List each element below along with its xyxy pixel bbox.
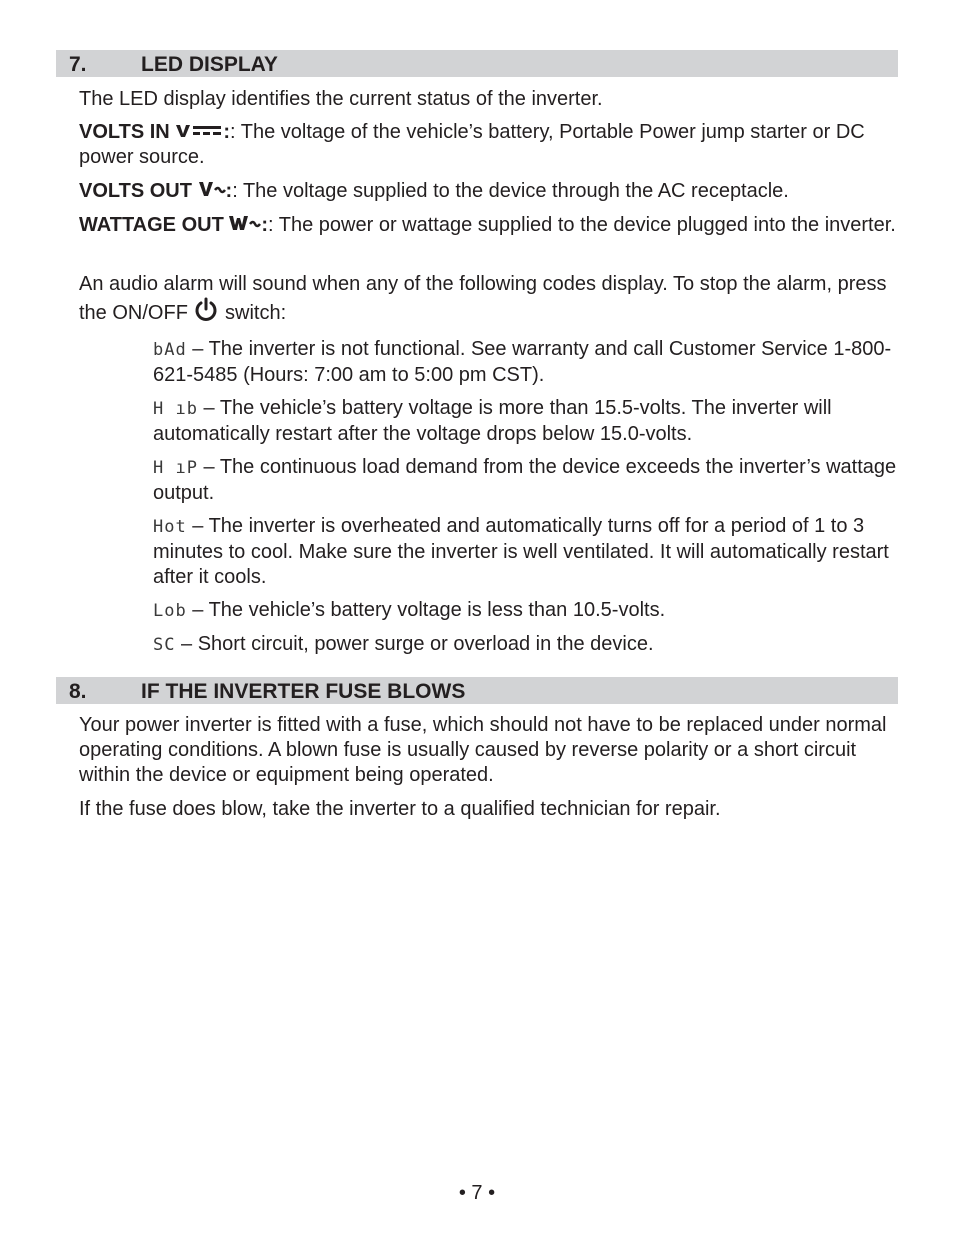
page-number: • 7 •: [458, 1182, 496, 1204]
power-icon: [193, 297, 219, 330]
lcd-code: bAd: [153, 340, 187, 360]
volts-in-label: VOLTS IN: [79, 121, 170, 143]
lcd-code: H ıb: [153, 399, 198, 419]
code-item: [153, 455, 898, 506]
code-item: [153, 396, 898, 447]
section-8-header: [56, 677, 898, 704]
code-description: – Short circuit, power surge or overload in the device.: [175, 633, 654, 655]
wattage-out-text: : The power or wattage supplied to the device plugged into the inverter.: [268, 214, 896, 236]
lcd-code: SC: [153, 635, 176, 655]
section-8-title: IF THE INVERTER FUSE BLOWS: [141, 680, 466, 703]
volts-out-colon: :: [225, 180, 233, 202]
code-description: – The inverter is not functional. See warranty and call Customer Service 1-800-621-5485 (Hours: 7:00 am to 5:00 pm CST).: [153, 338, 892, 386]
wattage-out-colon: :: [261, 214, 269, 236]
code-item: [153, 632, 898, 658]
volts-in-colon: :: [223, 121, 230, 143]
alarm-paragraph: [79, 272, 899, 330]
volts-out-text: : The voltage supplied to the device through the AC receptacle.: [232, 180, 789, 202]
code-item: [153, 514, 898, 590]
v-ac-icon: [198, 179, 226, 204]
lcd-code: H ıP: [153, 458, 198, 478]
alarm-text-before: An audio alarm will sound when any of the following codes display. To stop the alarm, press the ON/OFF: [79, 273, 887, 324]
volts-in-paragraph: [79, 120, 899, 170]
section-7-number: 7.: [69, 53, 87, 76]
fuse-paragraph-2: If the fuse does blow, take the inverter to a qualified technician for repair.: [79, 798, 721, 820]
wattage-out-paragraph: [79, 213, 899, 238]
section-7-header: [56, 50, 898, 77]
section-7-title: LED DISPLAY: [141, 53, 278, 76]
code-description: – The continuous load demand from the device exceeds the inverter’s wattage output.: [153, 456, 897, 504]
alarm-text-after: switch:: [225, 302, 287, 324]
code-description: – The vehicle’s battery voltage is less than 10.5-volts.: [186, 599, 666, 621]
code-item: [153, 598, 898, 624]
code-description: – The vehicle’s battery voltage is more than 15.5-volts. The inverter will automatically restart after the voltage drops below 15.0-volts.: [153, 397, 832, 445]
volts-out-label: VOLTS OUT: [79, 180, 192, 202]
lcd-code: Lob: [153, 601, 187, 621]
code-item: [153, 337, 898, 388]
wattage-out-label: WATTAGE OUT: [79, 214, 224, 236]
volts-in-text: : The voltage of the vehicle’s battery, Portable Power jump starter or DC power source.: [79, 121, 865, 169]
section-8-number: 8.: [69, 680, 87, 703]
fuse-paragraph-1: Your power inverter is fitted with a fuse, which should not have to be replaced under normal operating conditions. A blown fuse is usually caused by reverse polarity or a short circuit within the device or equipment being operated.: [79, 714, 887, 786]
code-description: – The inverter is overheated and automatically turns off for a period of 1 to 3 minutes to cool. Make sure the inverter is well ventilated. It will automatically restart after it cools.: [153, 515, 889, 588]
volts-out-paragraph: [79, 179, 899, 204]
lcd-code: Hot: [153, 517, 187, 537]
w-ac-icon: [229, 213, 261, 238]
v-dc-icon: [175, 120, 223, 145]
led-intro: The LED display identifies the current status of the inverter.: [79, 88, 603, 110]
